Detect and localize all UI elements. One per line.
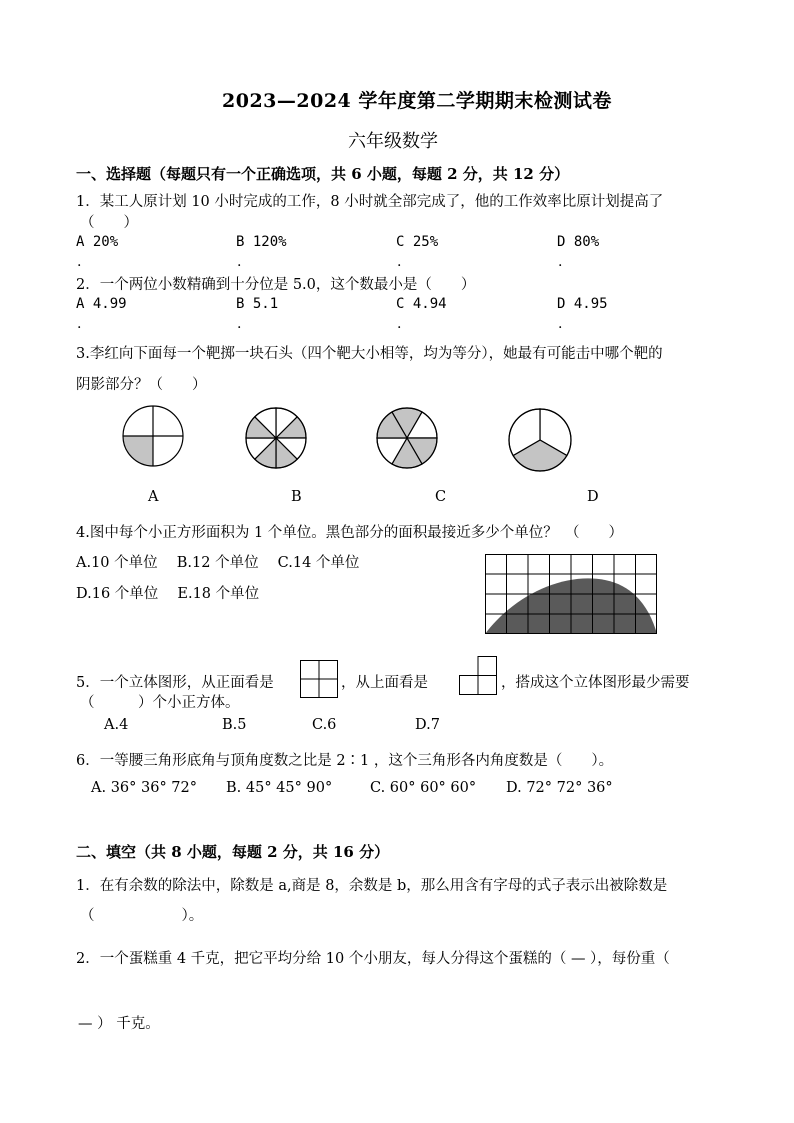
- fill-q2-line2: — ） 千克。: [78, 1016, 160, 1032]
- q1-option-c: C 25%: [396, 234, 439, 250]
- q2-option-b: B 5.1: [236, 296, 279, 312]
- q3-stem-line2: 阴影部分？（ ）: [76, 377, 207, 393]
- grid-area-figure: [485, 554, 657, 634]
- q2-dot: .: [77, 316, 82, 332]
- q6-option-b: B. 45° 45° 90°: [226, 780, 333, 796]
- target-b-label: B: [291, 489, 302, 505]
- front-view-figure: [300, 660, 338, 698]
- exam-subtitle: 六年级数学: [348, 131, 438, 152]
- q1-option-b: B 120%: [236, 234, 287, 250]
- q2-option-d: D 4.95: [557, 296, 608, 312]
- q5-line2: （ ）个小正方体。: [80, 695, 240, 711]
- fill-q1-line1: 1．在有余数的除法中，除数是 a,商是 8，余数是 b，那么用含有字母的式子表示出被除数是: [76, 878, 668, 894]
- q1-option-a: A 20%: [76, 234, 119, 250]
- q6-stem: 6．一等腰三角形底角与顶角度数之比是 2∶1 ，这个三角形各内角度数是（ ）。: [76, 753, 614, 769]
- q5-option-b: B.5: [222, 717, 247, 733]
- q5-option-d: D.7: [415, 717, 440, 733]
- q1-option-d: D 80%: [557, 234, 600, 250]
- target-b-figure: [245, 407, 307, 469]
- fill-q2-line1: 2．一个蛋糕重 4 千克，把它平均分给 10 个小朋友，每人分得这个蛋糕的（ — ），每份重（: [76, 951, 670, 967]
- q5-option-c: C.6: [312, 717, 337, 733]
- target-c-label: C: [435, 489, 447, 505]
- q4-options-line2: D.16 个单位 E.18 个单位: [76, 586, 260, 602]
- target-d-figure: [508, 408, 572, 472]
- q3-stem-line1: 3.李红向下面每一个靶掷一块石头（四个靶大小相等，均为等分），她最有可能击中哪个靶的: [76, 346, 663, 362]
- section1-heading: 一、选择题（每题只有一个正确选项，共 6 小题，每题 2 分，共 12 分）: [76, 165, 570, 183]
- target-a-figure: [122, 405, 184, 467]
- top-view-figure: [459, 656, 497, 696]
- q2-dot: .: [397, 316, 402, 332]
- q2-dot: .: [558, 316, 563, 332]
- q4-stem: 4.图中每个小正方形面积为 1 个单位。黑色部分的面积最接近多少个单位？ （ ）: [76, 525, 624, 541]
- q6-option-c: C. 60° 60° 60°: [370, 780, 477, 796]
- q1-dot: .: [397, 254, 402, 270]
- fill-q1-line2: （ ）。: [80, 908, 204, 924]
- target-c-figure: [376, 407, 438, 469]
- q5-part3: ，搭成这个立体图形最少需要: [501, 675, 690, 691]
- q2-option-a: A 4.99: [76, 296, 127, 312]
- exam-title: 2023—2024 学年度第二学期期末检测试卷: [222, 90, 612, 112]
- target-d-label: D: [587, 489, 599, 505]
- q6-option-d: D. 72° 72° 36°: [506, 780, 613, 796]
- q2-option-c: C 4.94: [396, 296, 447, 312]
- q1-blank: （ ）: [80, 215, 138, 231]
- q1-stem: 1．某工人原计划 10 小时完成的工作，8 小时就全部完成了，他的工作效率比原计划提高了: [76, 194, 664, 210]
- q1-dot: .: [558, 254, 563, 270]
- q2-dot: .: [237, 316, 242, 332]
- q4-options-line1: A.10 个单位 B.12 个单位 C.14 个单位: [76, 555, 360, 571]
- q5-part1: 5．一个立体图形，从正面看是: [76, 675, 274, 691]
- q2-stem: 2．一个两位小数精确到十分位是 5.0，这个数最小是（ ）: [76, 277, 476, 293]
- q1-dot: .: [237, 254, 242, 270]
- target-a-label: A: [148, 489, 159, 505]
- q5-option-a: A.4: [104, 717, 129, 733]
- section2-heading: 二、填空（共 8 小题，每题 2 分，共 16 分）: [76, 843, 390, 861]
- q6-option-a: A. 36° 36° 72°: [91, 780, 198, 796]
- q5-part2: ，从上面看是: [341, 675, 428, 691]
- q1-dot: .: [77, 254, 82, 270]
